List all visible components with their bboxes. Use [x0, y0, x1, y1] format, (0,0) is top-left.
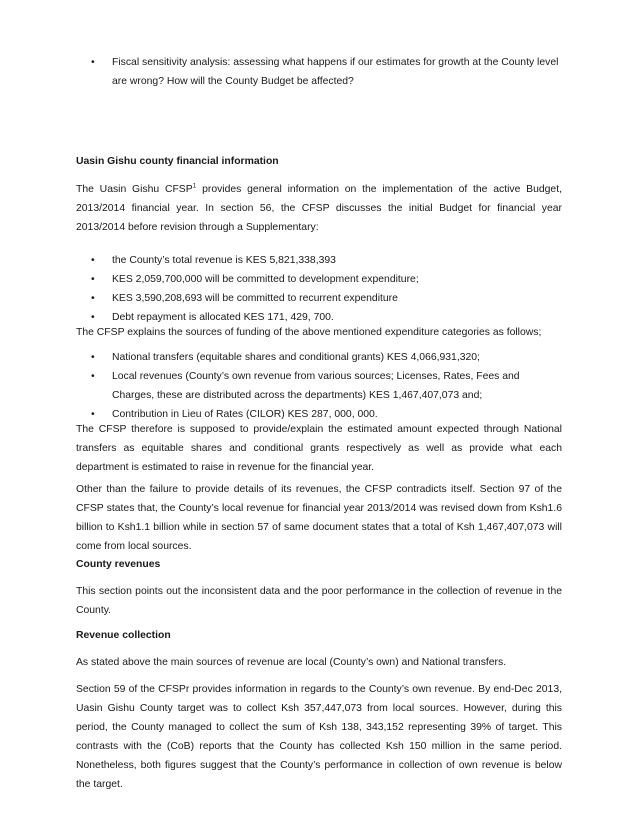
- list-item: • National transfers (equitable shares and conditional grants) KES 4,066,931,320;: [76, 348, 562, 367]
- paragraph-own-revenue: Section 59 of the CFSPr provides information in regards to the County’s own revenue. By end-Dec 2013, Uasin Gishu County target was to collect Ksh 357,447,073 from local sources. However, during this period, the County managed to collect the sum of Ksh 138, 343,152 representing 39% of target. This contrasts with the (CoB) reports that the County has collected Ksh 150 million in the same period. Nonetheless, both figures suggest that the County’s performance in collection of own revenue is below the target.: [76, 684, 562, 790]
- list-item: • Contribution in Lieu of Rates (CILOR) KES 287, 000, 000.: [76, 405, 562, 424]
- paragraph-funding-intro: The CFSP explains the sources of funding of the above mentioned expenditure categories as follows;: [76, 327, 542, 338]
- paragraph-cfsp-intro: The Uasin Gishu CFSP$^1$ provides general information on the implementation of the active Budget, 2013/2014 financial year. In section 56, the CFSP discusses the initial Budget for financial year 2013/2014 before revision through a Supplementary:: [76, 182, 562, 233]
- list-item: • KES 3,590,208,693 will be committed to recurrent expenditure: [76, 289, 562, 308]
- section-heading-financial-info: Uasin Gishu county financial information: [76, 156, 279, 167]
- list-item: • the County’s total revenue is KES 5,821,338,393: [76, 251, 562, 270]
- bullet-icon: •: [91, 352, 95, 363]
- bullet-icon: •: [91, 255, 95, 266]
- paragraph-cfsp-contradiction: Other than the failure to provide details of its revenues, the CFSP contradicts itself. Section 97 of the CFSP states that, the County’s local revenue for financial year 2013/2014 was revised down from Ksh1.6 billion to Ksh1.1 billion while in section 57 of same document states that a total of Ksh 1,467,407,073 will come from local sources.: [76, 484, 562, 552]
- section-heading-revenue-collection: Revenue collection: [76, 630, 171, 641]
- bullet-icon: •: [91, 409, 95, 420]
- paragraph-revenue-sources: As stated above the main sources of revenue are local (County’s own) and National transfers.: [76, 657, 507, 668]
- intro-bullet-list: [76, 53, 562, 91]
- bullet-icon: •: [91, 312, 95, 323]
- funding-bullet-list: [76, 348, 562, 424]
- list-item: • KES 2,059,700,000 will be committed to development expenditure;: [76, 270, 562, 289]
- bullet-icon: •: [91, 274, 95, 285]
- bullet-icon: •: [91, 57, 95, 68]
- section-heading-county-revenues: County revenues: [76, 559, 161, 570]
- list-item: • Debt repayment is allocated KES 171, 429, 700.: [76, 308, 562, 327]
- list-item: • Local revenues (County’s own revenue from various sources; Licenses, Rates, Fees and Charges, these are distributed across the departments) KES 1,467,407,073 and;: [76, 367, 562, 405]
- paragraph-county-revenues: This section points out the inconsistent data and the poor performance in the collection of revenue in the County.: [76, 586, 562, 616]
- bullet-icon: •: [91, 293, 95, 304]
- bullet-icon: •: [91, 371, 95, 382]
- budget-bullet-list: [76, 251, 562, 327]
- list-item: • Fiscal sensitivity analysis: assessing what happens if our estimates for growth at the County level are wrong? How will the County Budget be affected?: [76, 53, 562, 91]
- paragraph-cfsp-purpose: The CFSP therefore is supposed to provide/explain the estimated amount expected through National transfers as equitable shares and conditional grants respectively as well as provide what each department is estimated to raise in revenue for the financial year.: [76, 424, 562, 473]
- footnote-marker[interactable]: 1: [192, 182, 197, 190]
